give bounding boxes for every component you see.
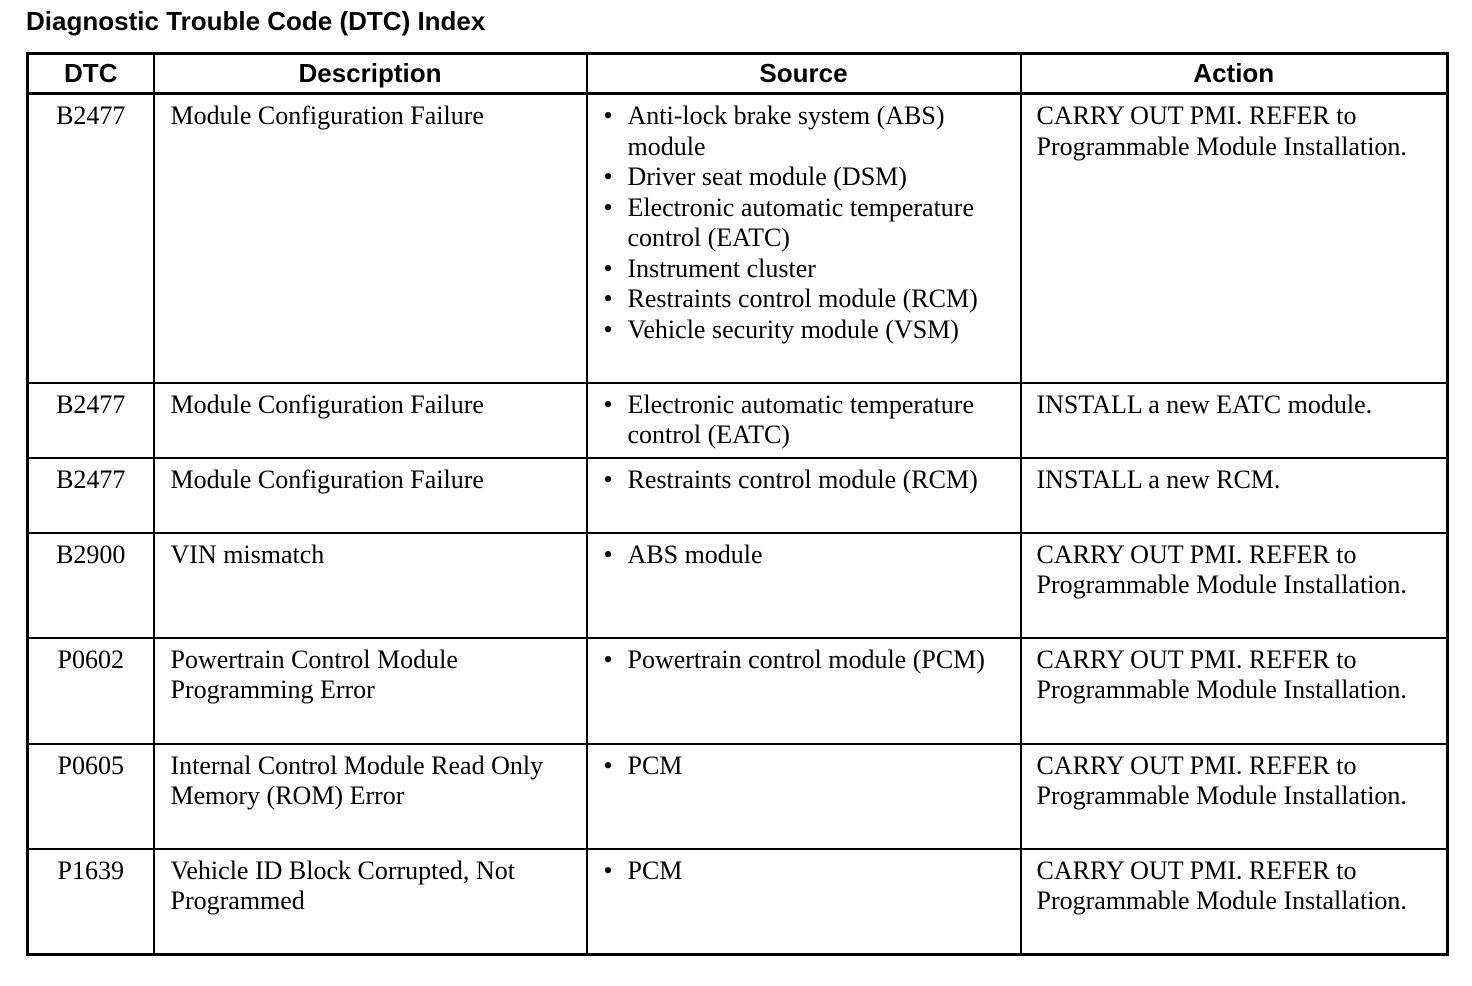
source-list — [604, 390, 1016, 451]
dtc-code-cell: B2900 — [28, 533, 154, 638]
source-cell — [587, 458, 1021, 533]
column-header-source: Source — [587, 54, 1021, 94]
action-line: Programmable Module Installation. — [1036, 675, 1407, 704]
description-cell: Module Configuration Failure — [154, 458, 587, 533]
table-body — [28, 94, 1448, 955]
action-line: INSTALL a new RCM. — [1036, 464, 1281, 494]
table-row — [28, 744, 1448, 849]
source-cell — [587, 533, 1021, 638]
source-list-item: • ABS module — [604, 540, 1016, 571]
source-cell — [587, 638, 1021, 744]
column-header-action: Action — [1021, 54, 1448, 94]
source-list-item: • Restraints control module (RCM) — [604, 465, 1016, 496]
source-cell — [587, 383, 1021, 458]
page-title: Diagnostic Trouble Code (DTC) Index — [26, 6, 486, 36]
source-list-item: • Instrument cluster — [604, 254, 1016, 285]
table-row — [28, 849, 1448, 955]
dtc-code-cell: B2477 — [28, 383, 154, 458]
source-list-item: • Anti-lock brake system (ABS) module — [604, 101, 1016, 162]
action-cell — [1021, 533, 1448, 638]
dtc-code-cell: B2477 — [28, 94, 154, 383]
source-list — [604, 540, 1016, 571]
description-cell: Module Configuration Failure — [154, 94, 587, 383]
source-list-item: • Electronic automatic temperature control (EATC) — [604, 193, 1016, 254]
action-line: CARRY OUT PMI. REFER to — [1036, 855, 1357, 885]
source-list-item: • PCM — [604, 751, 1016, 782]
source-list — [604, 751, 1016, 782]
action-line: Programmable Module Installation. — [1036, 781, 1407, 810]
action-cell — [1021, 744, 1448, 849]
source-list — [604, 645, 1016, 676]
dtc-code-cell: B2477 — [28, 458, 154, 533]
source-list — [604, 465, 1016, 496]
action-line: INSTALL a new EATC module. — [1036, 389, 1373, 419]
action-line: Programmable Module Installation. — [1036, 570, 1407, 599]
action-cell — [1021, 849, 1448, 955]
action-cell — [1021, 458, 1448, 533]
description-cell: Module Configuration Failure — [154, 383, 587, 458]
column-header-description: Description — [154, 54, 587, 94]
source-list — [604, 856, 1016, 887]
source-list-item: • Driver seat module (DSM) — [604, 162, 1016, 193]
action-line: CARRY OUT PMI. REFER to — [1036, 644, 1357, 674]
source-list-item: • Vehicle security module (VSM) — [604, 315, 1016, 346]
action-cell — [1021, 383, 1448, 458]
description-cell: Vehicle ID Block Corrupted, Not Programmed — [154, 849, 587, 955]
action-cell — [1021, 638, 1448, 744]
table-row — [28, 458, 1448, 533]
source-list-item: • Powertrain control module (PCM) — [604, 645, 1016, 676]
description-cell: Internal Control Module Read Only Memory (ROM) Error — [154, 744, 587, 849]
action-line: CARRY OUT PMI. REFER to — [1036, 539, 1357, 569]
dtc-code-cell: P0605 — [28, 744, 154, 849]
table-row — [28, 638, 1448, 744]
source-list — [604, 101, 1016, 345]
action-line: CARRY OUT PMI. REFER to — [1036, 750, 1357, 780]
table-row — [28, 94, 1448, 383]
dtc-code-cell: P1639 — [28, 849, 154, 955]
source-list-item: • Electronic automatic temperature control (EATC) — [604, 390, 1016, 451]
action-line: Programmable Module Installation. — [1036, 131, 1407, 161]
description-cell: VIN mismatch — [154, 533, 587, 638]
source-list-item: • Restraints control module (RCM) — [604, 284, 1016, 315]
source-cell — [587, 849, 1021, 955]
source-list-item: • PCM — [604, 856, 1016, 887]
source-cell — [587, 744, 1021, 849]
dtc-code-cell: P0602 — [28, 638, 154, 744]
description-cell: Powertrain Control Module Programming Error — [154, 638, 587, 744]
action-cell — [1021, 94, 1448, 383]
table-header-row — [28, 54, 1448, 94]
column-header-dtc: DTC — [28, 54, 154, 94]
action-line: Programmable Module Installation. — [1036, 886, 1407, 915]
table-row — [28, 383, 1448, 458]
action-line: CARRY OUT PMI. REFER to — [1036, 101, 1357, 130]
table-row — [28, 533, 1448, 638]
dtc-index-table — [26, 52, 1449, 956]
source-cell — [587, 94, 1021, 383]
